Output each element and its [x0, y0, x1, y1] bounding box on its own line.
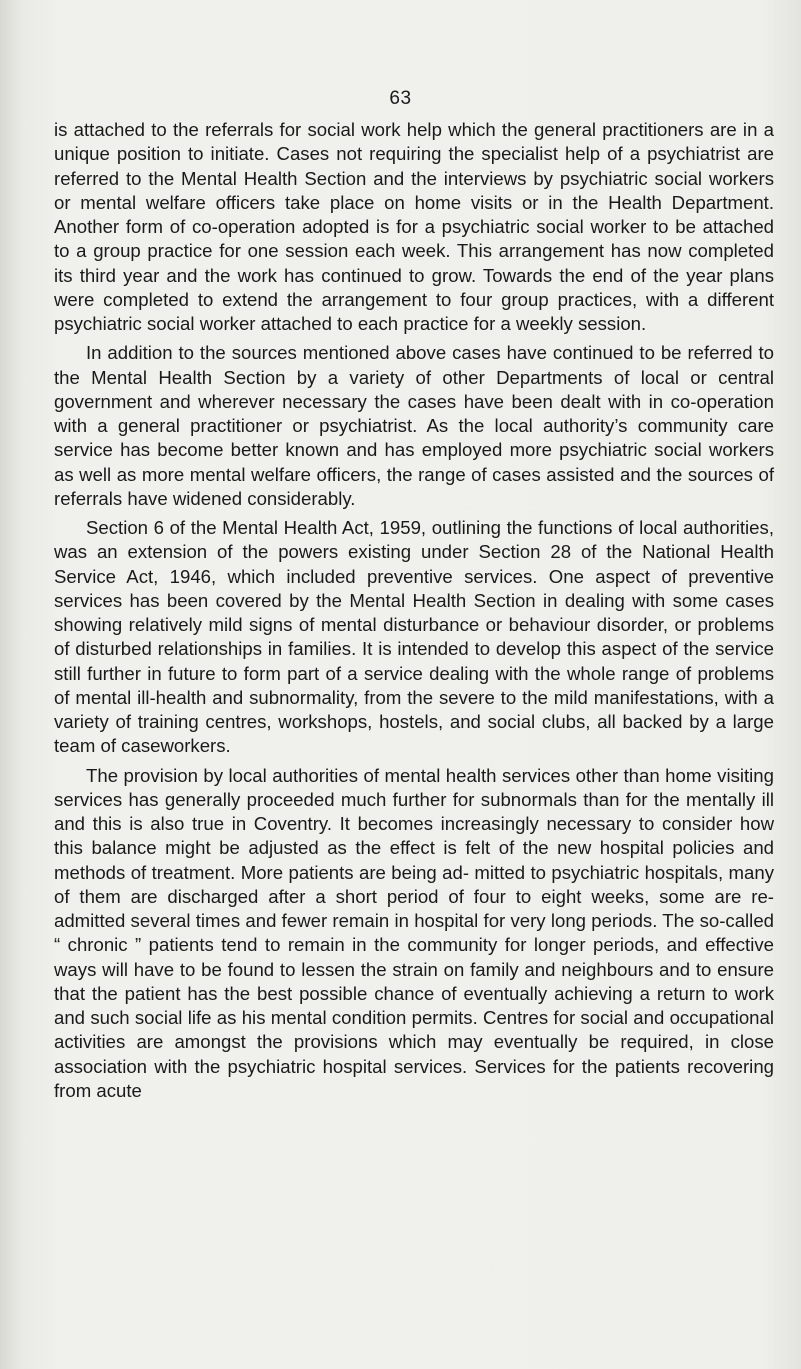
paragraph-mental-health-act: Section 6 of the Mental Health Act, 1959, outlining the functions of local authorities, was an extension of the powers existing under Section 28 of the National Health Service Act, 1946, which included preventive services. One aspect of preventive services has been covered by the Mental Health Section in dealing with some cases showing relatively mild signs of mental disturbance or behaviour disorder, or problems of disturbed relationships in families. It is intended to develop this aspect of the service still further in future to form part of a service dealing with the whole range of problems of mental ill-health and subnormality, from the severe to the mild manifestations, with a variety of training centres, workshops, hostels, and social clubs, all backed by a large team of caseworkers.	[54, 517, 774, 757]
body-text	[54, 118, 774, 1108]
page-number: 63	[389, 88, 412, 109]
paragraph-referral-sources: In addition to the sources mentioned above cases have continued to be referred to the Mental Health Section by a variety of other Departments of local or central government and wherever necessary the cases have been dealt with in co-operation with a general practitioner or psychiatrist. As the local authority’s community care service has become better known and has employed more psychiatric social workers as well as more mental welfare officers, the range of cases assisted and the sources of referrals have widened considerably.	[54, 342, 774, 509]
paragraph-service-provision: The provision by local authorities of mental health services other than home visiting services has generally proceeded much further for subnormals than for the mentally ill and this is also true in Coventry. It becomes increasingly necessary to consider how this balance might be adjusted as the effect is felt of the new hospital policies and methods of treatment. More patients are being ad- mitted to psychiatric hospitals, many of them are discharged after a short period of four to eight weeks, some are re-admitted several times and fewer remain in hospital for very long periods. The so-called “ chronic ” patients tend to remain in the community for longer periods, and effective ways will have to be found to lessen the strain on family and neighbours and to ensure that the patient has the best possible chance of eventually achieving a return to work and such social life as his mental condition permits. Centres for social and occupational activities are amongst the provisions which may eventually be required, in close association with the psychiatric hospital services. Services for the patients recovering from acute	[54, 764, 774, 1101]
paragraph-continuation: is attached to the referrals for social work help which the general practitioners are in a unique position to initiate. Cases not requiring the specialist help of a psychiatrist are referred to the Mental Health Section and the interviews by psychiatric social workers or mental welfare officers take place on home visits or in the Health Department. Another form of co-operation adopted is for a psychiatric social worker to be attached to a group practice for one session each week. This arrangement has now completed its third year and the work has continued to grow. Towards the end of the year plans were completed to extend the arrangement to four group practices, with a different psychiatric social worker attached to each practice for a weekly session.	[54, 119, 774, 334]
